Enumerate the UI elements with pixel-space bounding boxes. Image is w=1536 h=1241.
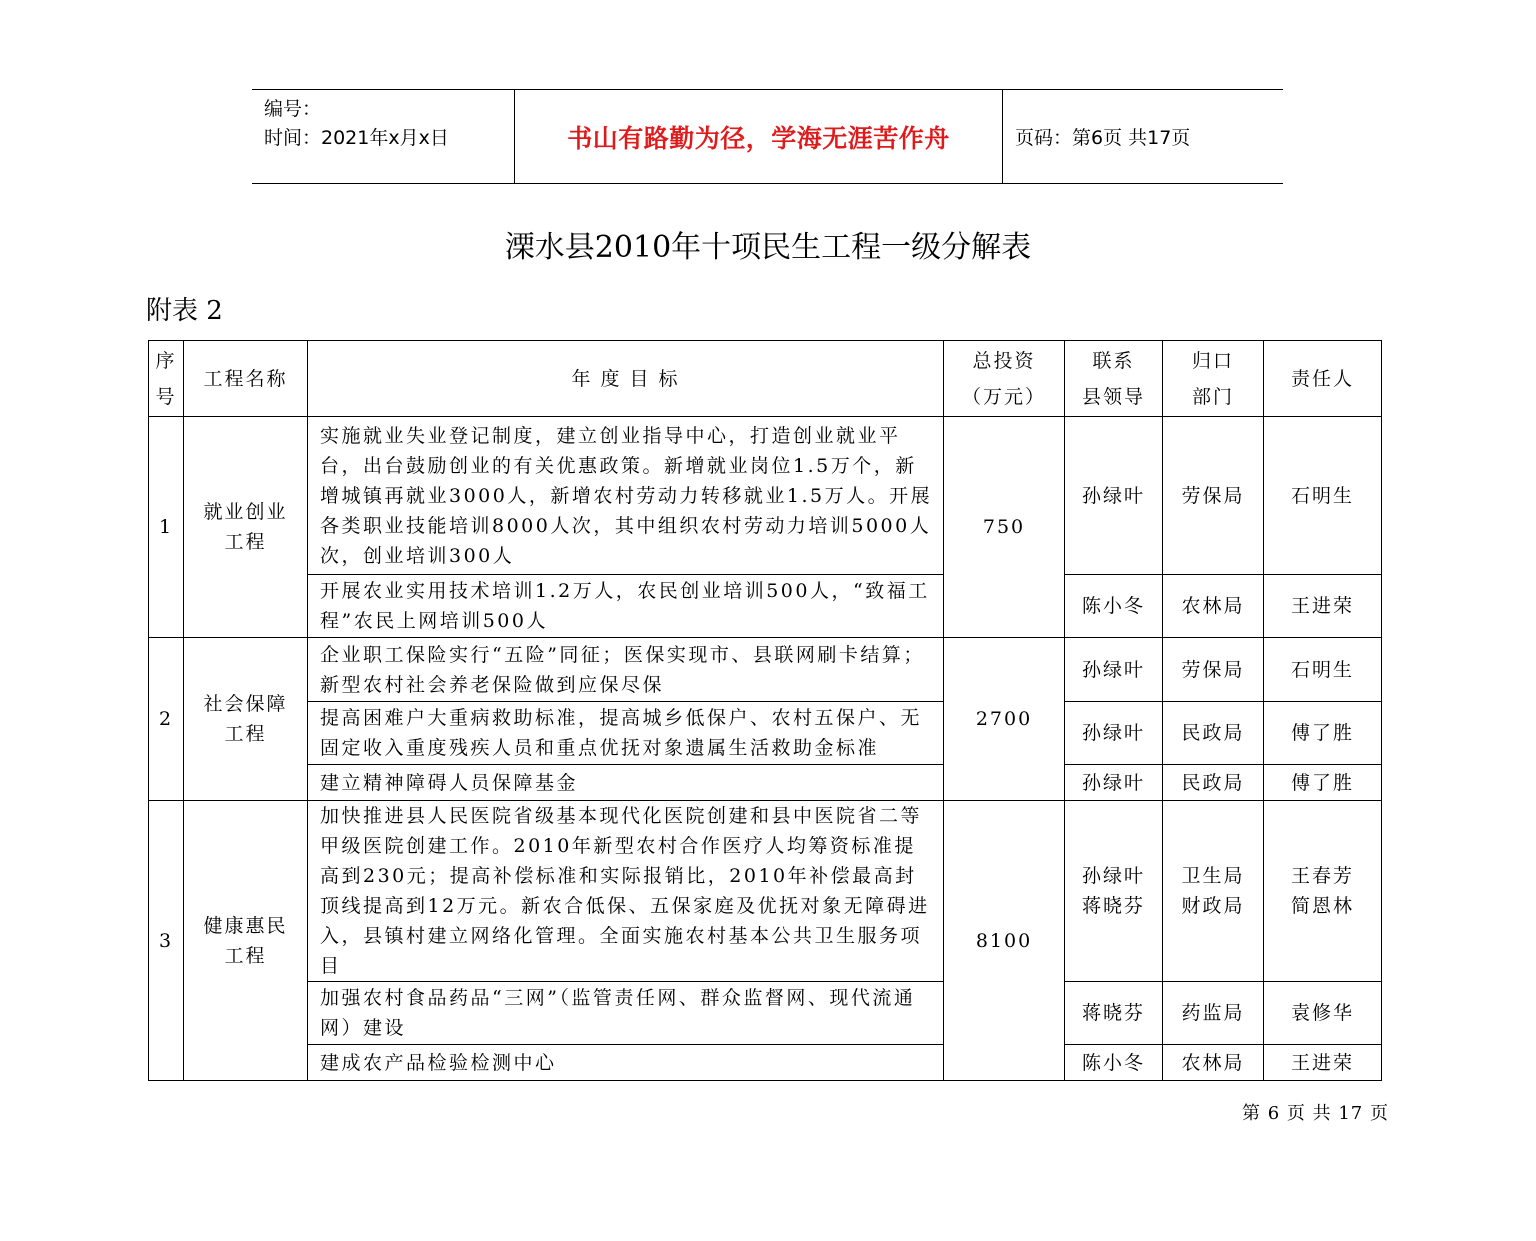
- row-goal: 提高困难户大重病救助标准，提高城乡低保户、农村五保户、无固定收入重度残疾人员和重点优抚对象遗属生活救助金标准: [308, 702, 944, 765]
- row-seq: 1: [149, 417, 184, 638]
- row-seq: 2: [149, 638, 184, 801]
- row-investment: 2700: [944, 638, 1065, 801]
- row-dept: 农林局: [1163, 1045, 1264, 1081]
- table-row: [149, 575, 1382, 638]
- row-dept: 劳保局: [1163, 417, 1264, 575]
- table-row: [149, 982, 1382, 1045]
- table-row: [149, 801, 1382, 982]
- table-row: [149, 638, 1382, 702]
- row-leader: 孙绿叶 蒋晓芬: [1065, 801, 1163, 982]
- row-goal: 建立精神障碍人员保障基金: [308, 765, 944, 801]
- row-person: 傅了胜: [1264, 702, 1382, 765]
- header-seq: 序号: [149, 341, 184, 417]
- row-project-name: 就业创业工程: [184, 417, 308, 638]
- row-leader: 孙绿叶: [1065, 638, 1163, 702]
- table-header-row: [149, 341, 1382, 417]
- row-goal: 企业职工保险实行“五险”同征；医保实现市、县联网刷卡结算；新型农村社会养老保险做到应保尽保: [308, 638, 944, 702]
- row-dept: 劳保局: [1163, 638, 1264, 702]
- row-leader: 孙绿叶: [1065, 702, 1163, 765]
- page-footer: 第 6 页 共 17 页: [1242, 1103, 1389, 1124]
- row-project-name: 健康惠民工程: [184, 801, 308, 1081]
- row-person: 石明生: [1264, 417, 1382, 575]
- row-dept: 民政局: [1163, 702, 1264, 765]
- row-dept: 民政局: [1163, 765, 1264, 801]
- row-seq: 3: [149, 801, 184, 1081]
- row-dept: 卫生局 财政局: [1163, 801, 1264, 982]
- motto-text: 书山有路勤为径，学海无涯苦作舟: [567, 123, 950, 153]
- row-goal: 加快推进县人民医院省级基本现代化医院创建和县中医院省二等甲级医院创建工作。2010年新型农村合作医疗人均筹资标准提高到230元；提高补偿标准和实际报销比，2010年补偿最高封顶线提高到12万元。新农合低保、五保家庭及优抚对象无障碍进入，县镇村建立网络化管理。全面实施农村基本公共卫生服务项目: [308, 801, 944, 982]
- header-person: 责任人: [1264, 341, 1382, 417]
- row-person: 王进荣: [1264, 1045, 1382, 1081]
- project-table: [148, 340, 1382, 1081]
- document-header: [252, 89, 1283, 184]
- table-row: [149, 1045, 1382, 1081]
- row-leader: 陈小冬: [1065, 575, 1163, 638]
- row-leader: 孙绿叶: [1065, 417, 1163, 575]
- row-person: 王春芳 简恩林: [1264, 801, 1382, 982]
- serial-number-label: 编号：: [264, 98, 322, 120]
- header-leader: 联系 县领导: [1065, 341, 1163, 417]
- table-row: [149, 765, 1382, 801]
- row-leader: 陈小冬: [1065, 1045, 1163, 1081]
- row-goal: 开展农业实用技术培训1.2万人，农民创业培训500人，“致福工程”农民上网培训500人: [308, 575, 944, 638]
- table-row: [149, 417, 1382, 575]
- row-leader: 蒋晓芬: [1065, 982, 1163, 1045]
- row-goal: 建成农产品检验检测中心: [308, 1045, 944, 1081]
- appendix-label: 附表 2: [146, 296, 223, 326]
- header-name: 工程名称: [184, 341, 308, 417]
- row-person: 石明生: [1264, 638, 1382, 702]
- page-title: 溧水县2010年十项民生工程一级分解表: [504, 230, 1032, 265]
- row-project-name: 社会保障工程: [184, 638, 308, 801]
- row-person: 王进荣: [1264, 575, 1382, 638]
- header-investment: 总投资 （万元）: [944, 341, 1065, 417]
- row-leader: 孙绿叶: [1065, 765, 1163, 801]
- date-label: 时间：2021年x月x日: [264, 127, 449, 149]
- header-motto-cell: [515, 90, 1003, 183]
- row-investment: 750: [944, 417, 1065, 638]
- header-meta-cell: [252, 90, 515, 183]
- page-code: 页码：第6页 共17页: [1015, 127, 1191, 149]
- row-person: 袁修华: [1264, 982, 1382, 1045]
- row-dept: 药监局: [1163, 982, 1264, 1045]
- row-goal: 加强农村食品药品“三网”（监管责任网、群众监督网、现代流通网）建设: [308, 982, 944, 1045]
- header-goal: 年 度 目 标: [308, 341, 944, 417]
- row-goal: 实施就业失业登记制度，建立创业指导中心，打造创业就业平台，出台鼓励创业的有关优惠政策。新增就业岗位1.5万个，新增城镇再就业3000人，新增农村劳动力转移就业1.5万人。开展各类职业技能培训8000人次，其中组织农村劳动力培训5000人次，创业培训300人: [308, 417, 944, 575]
- row-investment: 8100: [944, 801, 1065, 1081]
- header-page-cell: [1003, 90, 1283, 183]
- row-person: 傅了胜: [1264, 765, 1382, 801]
- header-dept: 归口 部门: [1163, 341, 1264, 417]
- row-dept: 农林局: [1163, 575, 1264, 638]
- table-row: [149, 702, 1382, 765]
